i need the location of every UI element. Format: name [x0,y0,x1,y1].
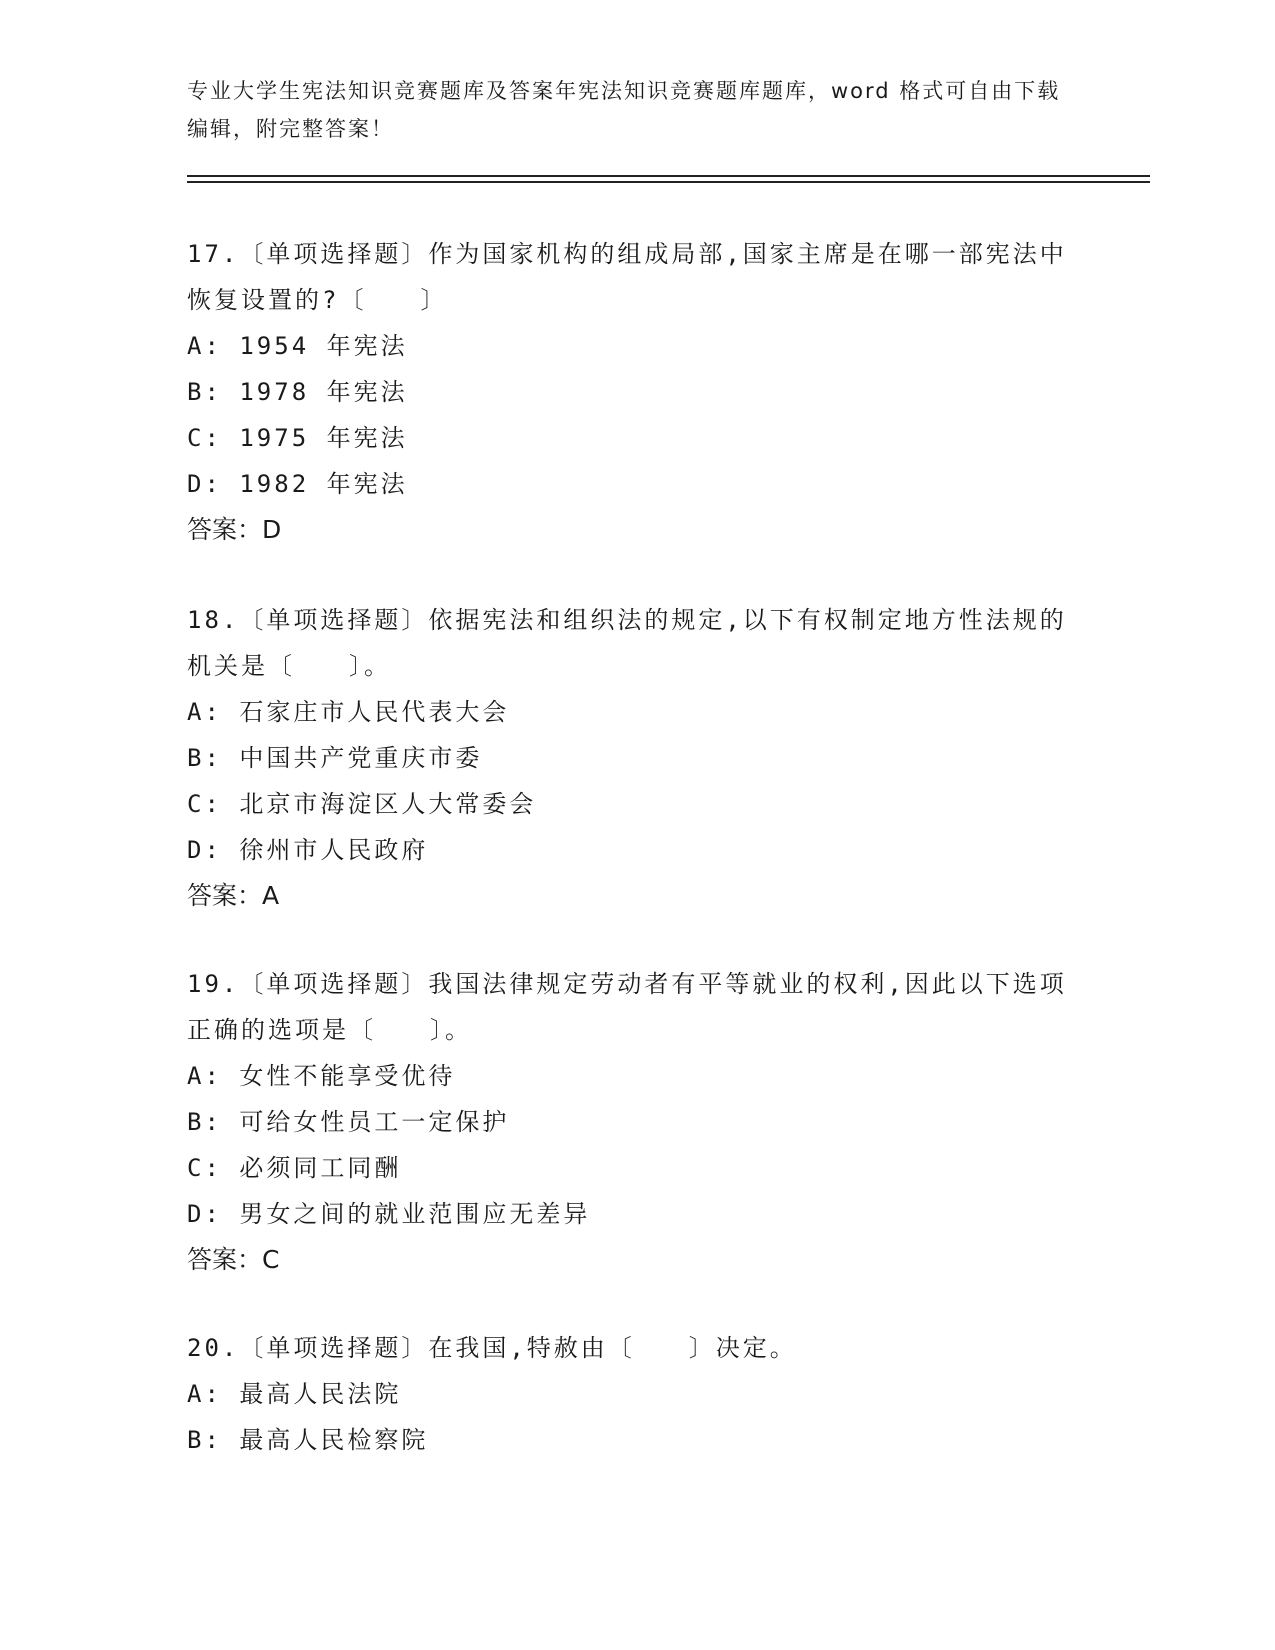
option-a [187,689,1087,735]
option-text: 1982 年宪法 [239,470,408,498]
option-d [187,1191,1087,1237]
option-text: 女性不能享受优待 [239,1062,456,1090]
question-stem: 17.〔单项选择题〕作为国家机构的组成局部,国家主席是在哪一部宪法中恢复设置的?〔 〕 [187,240,1067,314]
option-b [187,1417,1087,1463]
option-b [187,1099,1087,1145]
option-key: D: [187,470,222,498]
option-text: 必须同工同酬 [239,1154,402,1182]
option-text: 男女之间的就业范围应无差异 [239,1200,591,1228]
option-key: C: [187,790,222,818]
question-20 [187,1325,1087,1463]
option-text: 中国共产党重庆市委 [239,744,483,772]
option-a [187,1371,1087,1417]
question-stem: 19.〔单项选择题〕我国法律规定劳动者有平等就业的权利,因此以下选项正确的选项是〔 〕。 [187,970,1067,1044]
option-text: 徐州市人民政府 [239,836,429,864]
option-key: D: [187,836,222,864]
question-stem: 20.〔单项选择题〕在我国,特赦由〔 〕决定。 [187,1334,797,1362]
answer-line: 答案：C [187,1245,280,1274]
option-key: D: [187,1200,222,1228]
option-a [187,1053,1087,1099]
option-key: A: [187,332,222,360]
option-text: 最高人民法院 [239,1380,402,1408]
option-text: 1975 年宪法 [239,424,408,452]
question-18 [187,597,1087,919]
option-text: 石家庄市人民代表大会 [239,698,510,726]
option-key: B: [187,744,222,772]
option-text: 可给女性员工一定保护 [239,1108,510,1136]
answer-line: 答案：D [187,515,282,544]
option-a [187,323,1087,369]
option-key: A: [187,1380,222,1408]
question-stem: 18.〔单项选择题〕依据宪法和组织法的规定,以下有权制定地方性法规的机关是〔 〕。 [187,606,1067,680]
option-d [187,827,1087,873]
option-text: 1978 年宪法 [239,378,408,406]
option-key: C: [187,1154,222,1182]
option-c [187,415,1087,461]
option-key: A: [187,698,222,726]
option-c [187,1145,1087,1191]
option-b [187,735,1087,781]
option-key: C: [187,424,222,452]
option-key: B: [187,1426,222,1454]
document-header-note: 专业大学生宪法知识竞赛题库及答案年宪法知识竞赛题库题库，word 格式可自由下载编辑，附完整答案！ [187,79,1061,141]
option-text: 1954 年宪法 [239,332,408,360]
header-rule-top [187,175,1150,177]
answer-line: 答案：A [187,881,280,910]
option-text: 北京市海淀区人大常委会 [239,790,537,818]
option-d [187,461,1087,507]
option-key: A: [187,1062,222,1090]
header-rule-bottom [187,181,1150,183]
question-19 [187,961,1087,1283]
option-c [187,781,1087,827]
option-key: B: [187,1108,222,1136]
option-b [187,369,1087,415]
option-key: B: [187,378,222,406]
option-text: 最高人民检察院 [239,1426,429,1454]
question-17 [187,231,1087,553]
